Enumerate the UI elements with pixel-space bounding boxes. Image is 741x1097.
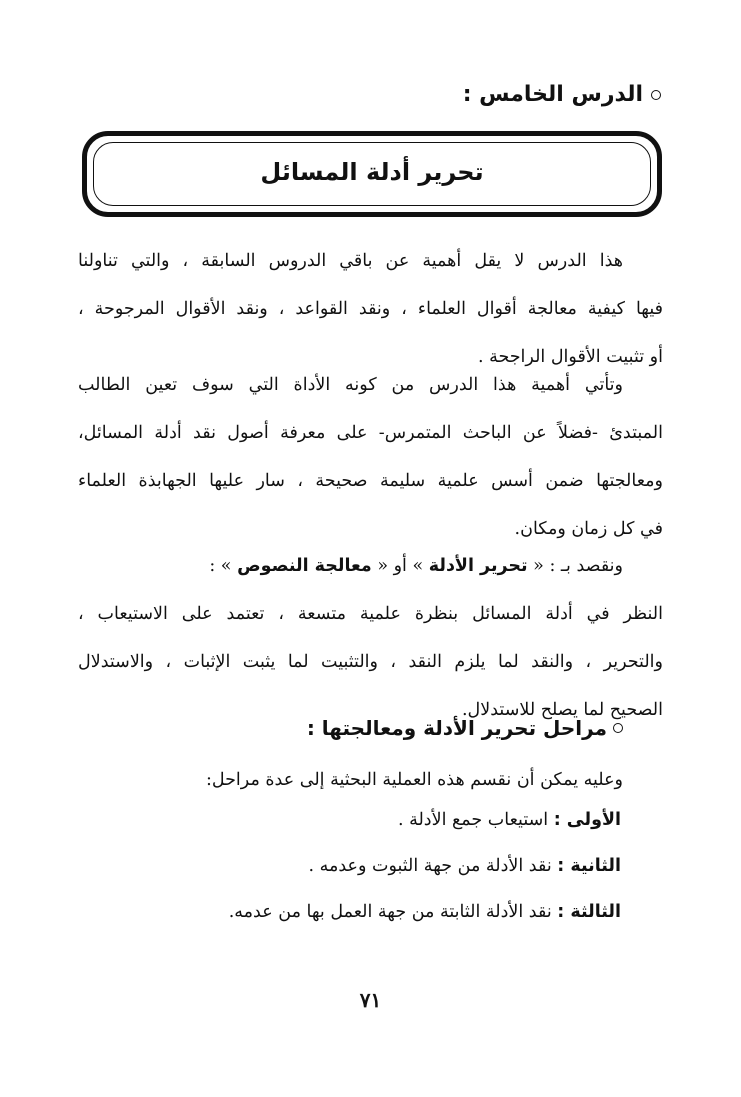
stages-intro-line: وعليه يمكن أن نقسم هذه العملية البحثية إلى عدة مراحل: (205, 770, 623, 790)
paragraph-line: النظر في أدلة المسائل بنظرة علمية متسعة ، تعتمد على الاستيعاب ، (78, 604, 663, 624)
paragraph-line: وتأتي أهمية هذا الدرس من كونه الأداة التي سوف تعين الطالب (78, 375, 623, 395)
lesson-heading (463, 82, 661, 107)
title-frame (82, 131, 662, 217)
paragraph-line: المبتدئ -فضلاً عن الباحث المتمرس- على معرفة أصول نقد أدلة المسائل، (78, 423, 663, 443)
stage-text: نقد الأدلة من جهة الثبوت وعدمه . (308, 856, 552, 876)
stages-intro (78, 756, 663, 804)
definition-prefix: ونقصد بـ : « (533, 556, 623, 576)
definition-paragraph (78, 590, 663, 734)
stage-label: الثانية : (557, 856, 621, 876)
lesson-heading-text: الدرس الخامس : (462, 82, 643, 107)
paragraph-line: في كل زمان ومكان. (514, 519, 663, 539)
circle-bullet-icon (651, 90, 661, 100)
paragraph-line: الصحيح لما يصلح للاستدلال. (461, 700, 663, 720)
page-number: ٧١ (359, 988, 382, 1012)
definition-term-1: تحرير الأدلة (428, 556, 528, 576)
definition-intro-line (78, 542, 663, 590)
definition-middle: » أو « (377, 556, 424, 576)
paragraph-line: ومعالجتها ضمن أسس علمية سليمة صحيحة ، سار عليها الجهابذة العلماء (78, 471, 663, 491)
section-heading (307, 716, 623, 740)
section-heading-text: مراحل تحرير الأدلة ومعالجتها : (306, 716, 607, 740)
stage-label: الأولى : (553, 810, 621, 830)
stage-item (398, 810, 621, 830)
paragraph-line: هذا الدرس لا يقل أهمية عن باقي الدروس السابقة ، والتي تناولنا (78, 251, 623, 271)
stage-text: نقد الأدلة الثابتة من جهة العمل بها من عدمه. (228, 902, 552, 922)
circle-bullet-icon (613, 723, 623, 733)
paragraph-line: فيها كيفية معالجة أقوال العلماء ، ونقد القواعد ، ونقد الأقوال المرجوحة ، (78, 299, 663, 319)
importance-paragraph (78, 361, 663, 553)
lesson-title: تحرير أدلة المسائل (260, 158, 484, 186)
paragraph-line: أو تثبيت الأقوال الراجحة . (477, 347, 663, 367)
intro-paragraph (78, 237, 663, 381)
stage-item (229, 902, 621, 922)
paragraph-line: والتحرير ، والنقد لما يلزم النقد ، والتثبيت لما يثبت الإثبات ، والاستدلال (78, 652, 663, 672)
stage-label: الثالثة : (557, 902, 621, 922)
stage-text: استيعاب جمع الأدلة . (397, 810, 549, 830)
definition-term-2: معالجة النصوص (237, 556, 372, 576)
definition-intro (78, 542, 663, 590)
stage-item (308, 856, 621, 876)
definition-suffix: » : (209, 556, 232, 576)
